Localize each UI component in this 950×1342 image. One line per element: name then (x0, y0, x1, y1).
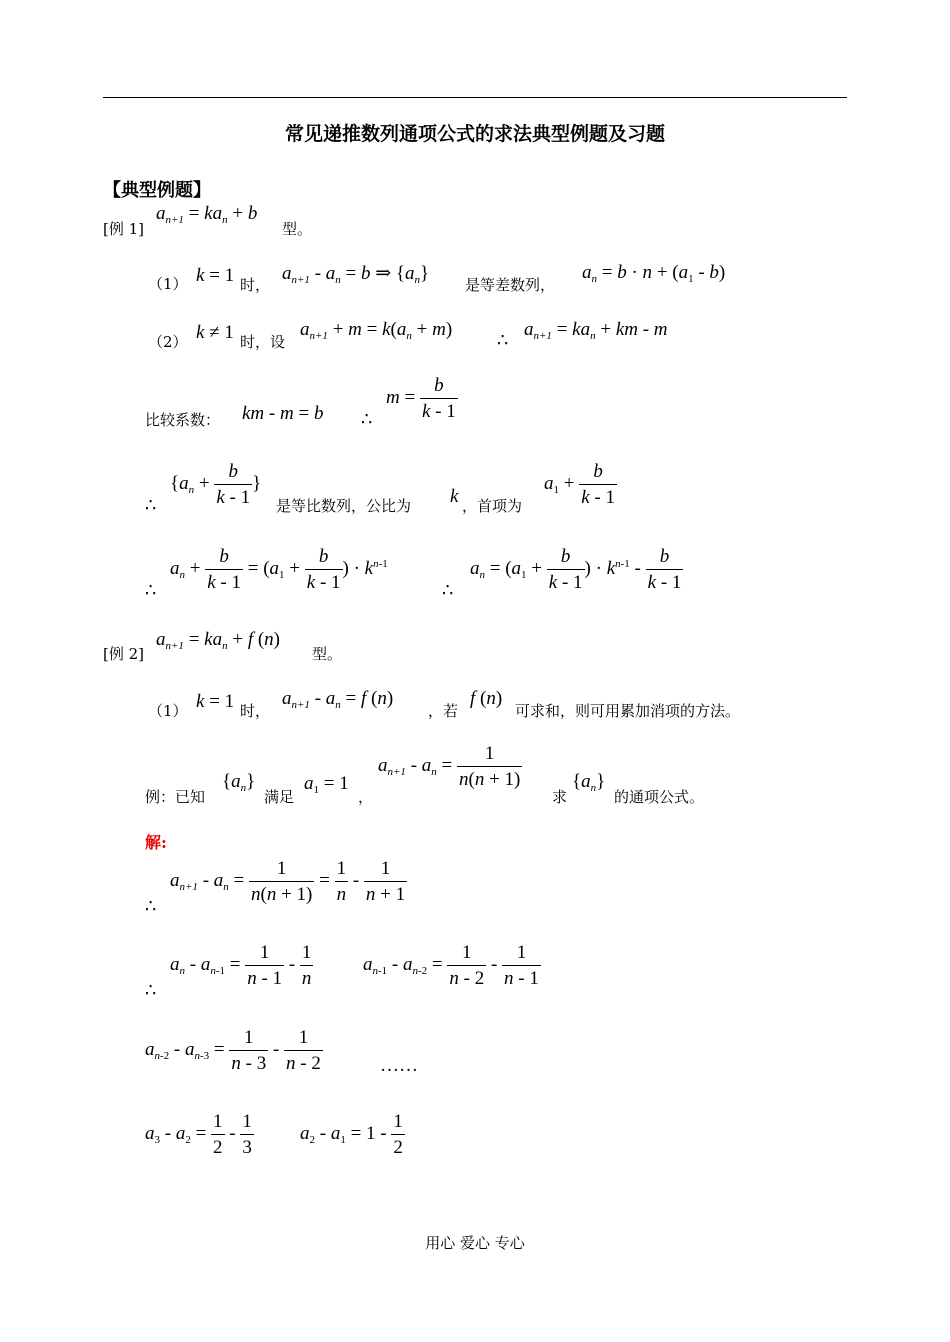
ratio-k: k (450, 486, 459, 507)
example1-case1-note: 是等差数列， (465, 276, 556, 294)
example1-case1-label: （1） (148, 275, 188, 293)
compare-label: 比较系数： (145, 411, 221, 429)
example1-general-1: $a_n$ + $\frac{b}{k - 1}$ = ($a_1$ + $\frac{b}{k - 1}$ ) · $k^{n-1}$ (170, 546, 388, 593)
solution-step-2b: $a_{n-1} - a_{n-2}$ = $\frac{1}{n - 2}$ - $\frac{1}{n - 1}$ (363, 942, 539, 989)
geo-text-2: ，首项为 (462, 497, 523, 515)
compare-equation: km - m = b (242, 403, 324, 424)
header-rule (103, 97, 847, 98)
example2-type: 型。 (312, 645, 343, 663)
sequence-an: $\{a_n\}$ (222, 771, 256, 794)
solution-label: 解: (145, 833, 167, 852)
geo-sequence: {$a_n$ + $\frac{b}{k - 1}$ } (170, 461, 262, 508)
example-formula-text: 的通项公式。 (614, 788, 705, 806)
example1-case2-expand: $a_{n+1} = ka_n$ + km - m (524, 319, 668, 342)
example1-type: 型。 (282, 220, 313, 238)
example1-case1-condition: k = 1 (196, 265, 235, 286)
example1-case2-assume: $a_{n+1} + m = k(a_n + m)$ (300, 319, 453, 342)
example2-case1-when: 时， (240, 702, 271, 720)
solution-step-5: $a_2 - a_1 = 1$ - $\frac{1}{2}$ (300, 1111, 403, 1158)
solution-step-3: $a_{n-2} - a_{n-3}$ = $\frac{1}{n - 3}$ - $\frac{1}{n - 2}$ (145, 1027, 321, 1074)
therefore-symbol: ∴ (361, 409, 373, 430)
therefore-symbol: ∴ (145, 580, 157, 601)
therefore-symbol: ∴ (145, 980, 157, 1001)
example1-case2-when: 时，设 (240, 333, 286, 351)
section-heading: 【典型例题】 (103, 180, 211, 201)
therefore-symbol: ∴ (497, 330, 509, 351)
example2-case1-formula: $a_{n+1} - a_n = f$ (n) (282, 688, 394, 711)
initial-condition: $a_1 = 1$ (304, 773, 349, 796)
example2-case1-note: 可求和，则可用累加消项的方法。 (515, 702, 741, 720)
solution-step-4: $a_3 - a_2$ = $\frac{1}{2}$ - $\frac{1}{3}$ (145, 1111, 252, 1158)
example2-case1-condition: k = 1 (196, 691, 235, 712)
example1-case2-label: （2） (148, 333, 188, 351)
example1-recurrence: $a_{n+1} = ka_n + b$ (156, 203, 258, 226)
example-given-label: 例：已知 (145, 788, 206, 806)
therefore-symbol: ∴ (442, 580, 454, 601)
solution-step-2a: $a_n - a_{n-1}$ = $\frac{1}{n - 1}$ - $\frac{1}{n}$ (170, 942, 312, 989)
example2-label: [例 2] (103, 645, 145, 663)
example-satisfy: 满足 (264, 788, 295, 806)
example2-recurrence: $a_{n+1} = ka_n + f$ (n) (156, 629, 280, 652)
sequence-an-target: $\{a_n\}$ (572, 771, 606, 794)
first-term: $a_1$ + $\frac{b}{k - 1}$ (544, 461, 615, 508)
therefore-symbol: ∴ (145, 896, 157, 917)
example1-case1-result: $a_n = b \cdot n + (a_1 - b)$ (582, 262, 726, 285)
page-footer: 用心 爱心 专心 (425, 1234, 525, 1252)
example1-case2-condition: k ≠ 1 (196, 322, 234, 343)
example-comma: ， (358, 788, 374, 806)
example1-case1-when: 时， (240, 276, 271, 294)
example-recurrence: $a_{n+1} - a_n$ = $\frac{1}{n(n + 1)}$ (378, 743, 521, 790)
m-solution: m = $\frac{b}{k - 1}$ (386, 375, 456, 422)
example1-general-2: $a_n = (a_1$ + $\frac{b}{k - 1}$ ) · $k^{n-1}$ - $\frac{b}{k - 1}$ (470, 546, 682, 593)
example1-label: [例 1] (103, 220, 145, 238)
document-title: 常见递推数列通项公式的求法典型例题及习题 (284, 123, 665, 145)
example-find: 求 (552, 788, 568, 806)
geo-text-1: 是等比数列，公比为 (276, 497, 412, 515)
example1-case1-formula: $a_{n+1} - a_n = b$ ⇒ $\{a_n\}$ (282, 263, 430, 286)
therefore-symbol: ∴ (145, 495, 157, 516)
solution-step-1: $a_{n+1} - a_n$ = $\frac{1}{n(n + 1)}$ = $\frac{1}{n}$ - $\frac{1}{n + 1}$ (170, 858, 406, 905)
example2-case1-if: ，若 (428, 702, 459, 720)
fn-expression: f (n) (470, 688, 503, 709)
example2-case1-label: （1） (148, 702, 188, 720)
ellipsis: …… (380, 1055, 418, 1076)
